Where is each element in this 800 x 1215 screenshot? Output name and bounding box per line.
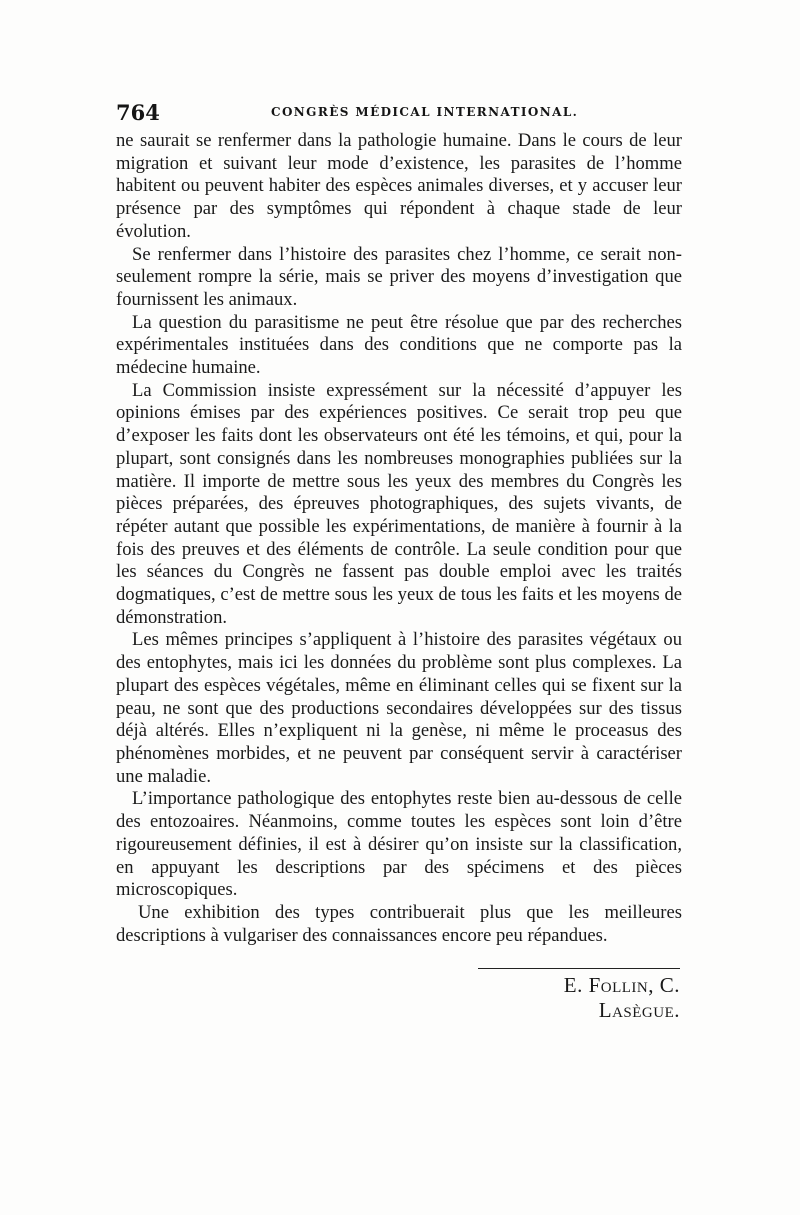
paragraph: L’importance pathologique des entophytes reste bien au-dessous de celle des entozoaires. Néanmoins, comme toutes les espèces sont loin d’être rigoureusement définies, il est à désirer qu’on insiste sur la classification, en appuyant les descriptions par des spécimens et des pièces microscopiques.: [116, 788, 682, 901]
page-header: [116, 100, 682, 126]
paragraph: Les mêmes principes s’appliquent à l’histoire des parasites végétaux ou des entophytes, mais ici les données du problème sont plus complexes. La plupart des espèces végétales, même en éliminant celles qui se fixent sur la peau, ne sont que des productions secondaires développées sur des tissus déjà altérés. Elles n’expliquent ni la genèse, ni même le proceasus des phénomènes morbides, et ne peuvent par conséquent servir à caractériser une maladie.: [116, 629, 682, 787]
running-title: CONGRÈS MÉDICAL INTERNATIONAL.: [271, 105, 579, 119]
paragraph: Une exhibition des types contribuerait plus que les meilleures descriptions à vulgariser des connaissances encore peu répandues.: [116, 901, 682, 946]
signature-rule: [478, 968, 680, 969]
paragraph: ne saurait se renfermer dans la pathologie humaine. Dans le cours de leur migration et suivant leur mode d’existence, les parasites de l’homme habitent ou peuvent habiter des espèces animales diverses, et y accuser leur présence par des symptômes qui répondent à chaque stade de leur évolution.: [116, 130, 682, 242]
body-text: [116, 130, 682, 947]
paragraph: Se renfermer dans l’histoire des parasites chez l’homme, ce serait non-seulement rompre la série, mais se priver des moyens d’investigation que fournissent les animaux.: [116, 243, 682, 310]
page-number: 764: [116, 100, 160, 125]
paragraph: La question du parasitisme ne peut être résolue que par des recherches expérimentales instituées dans des conditions que ne comporte pas la médecine humaine.: [116, 311, 682, 379]
signature: E. Follin, C. Lasègue.: [563, 973, 680, 1022]
paragraph: La Commission insiste expressément sur la nécessité d’appuyer les opinions émises par des expériences positives. Ce serait trop peu que d’exposer les faits dont les observateurs ont été les témoins, et qui, pour la plupart, sont consignés dans les nombreuses monographies publiées sur la matière. Il importe de mettre sous les yeux des membres du Congrès les pièces préparées, des épreuves photographiques, des sujets vivants, de répéter autant que possible les expérimentations, de manière à fournir à la fois des preuves et des éléments de contrôle. La seule condition pour que les séances du Congrès ne fassent pas double emploi avec les traités dogmatiques, c’est de mettre sous les yeux de tous les faits et les moyens de démonstration.: [116, 379, 682, 628]
